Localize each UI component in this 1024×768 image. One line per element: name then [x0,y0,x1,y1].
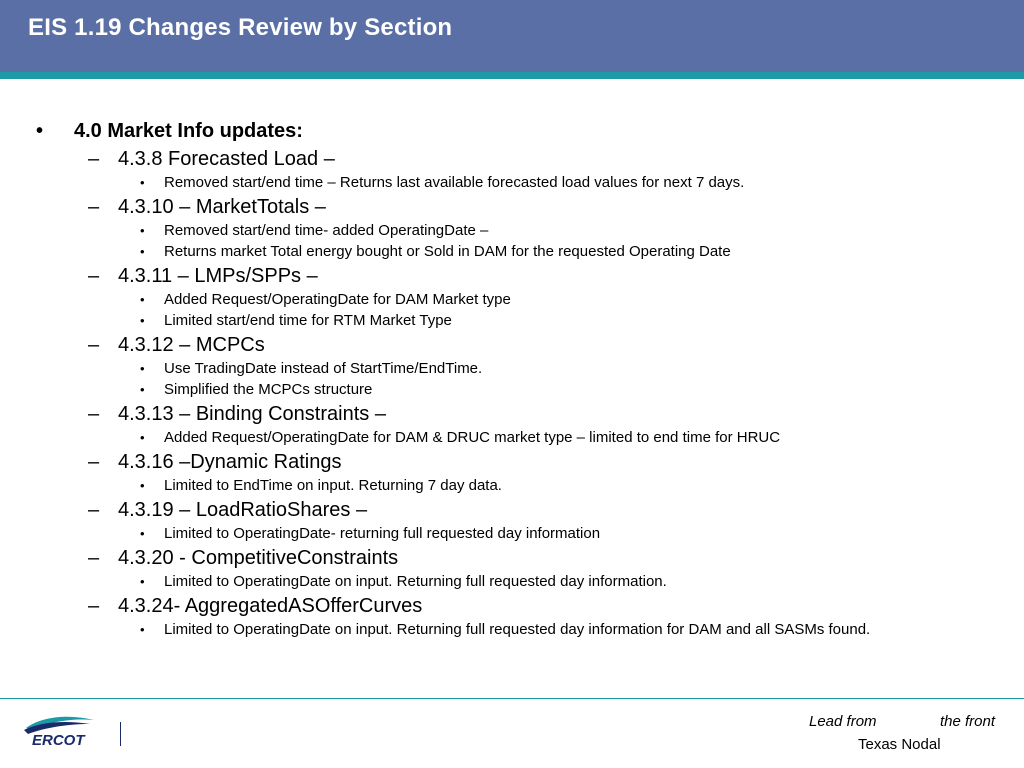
detail-text: Limited start/end time for RTM Market Type [164,312,452,329]
dash-marker: – [88,196,100,218]
bullet-icon: • [140,175,145,190]
tagline-right: the front [940,713,996,730]
footer-divider [0,698,1024,699]
section-item [0,401,1024,427]
bullet-icon: • [140,622,145,637]
bullet-icon: • [140,526,145,541]
detail-text: Added Request/OperatingDate for DAM & DRUC market type – limited to end time for HRUC [164,429,781,446]
dash-marker: – [88,148,100,170]
detail-item [0,379,1024,400]
section-item [0,449,1024,475]
section-label: 4.3.8 Forecasted Load – [118,148,335,170]
section-item [0,497,1024,523]
title-bar [0,0,1024,72]
dash-marker: – [88,265,100,287]
section-item [0,263,1024,289]
detail-item [0,475,1024,496]
section-item [0,194,1024,220]
detail-item [0,289,1024,310]
ercot-logo [20,714,100,750]
detail-text: Removed start/end time – Returns last available forecasted load values for next 7 days. [164,174,745,191]
bullet-icon: • [140,313,145,328]
detail-text: Simplified the MCPCs structure [164,381,373,398]
slide-body [0,117,1024,640]
logo-wordmark: ERCOT [32,732,85,749]
detail-item [0,523,1024,544]
section-item [0,146,1024,172]
detail-text: Limited to OperatingDate on input. Returning full requested day information for DAM and all SASMs found. [164,621,871,638]
detail-text: Use TradingDate instead of StartTime/EndTime. [164,360,483,377]
detail-text: Limited to OperatingDate on input. Returning full requested day information. [164,573,667,590]
detail-item [0,172,1024,193]
section-label: 4.3.24- AggregatedASOfferCurves [118,595,423,617]
bullet-icon: • [36,120,44,142]
detail-item [0,427,1024,448]
detail-item [0,310,1024,331]
dash-marker: – [88,595,100,617]
section-item [0,593,1024,619]
dash-marker: – [88,547,100,569]
main-bullet-text: 4.0 Market Info updates: [74,120,303,142]
section-item [0,545,1024,571]
bullet-icon: • [140,430,145,445]
bullet-icon: • [140,382,145,397]
dash-marker: – [88,403,100,425]
bullet-icon: • [140,292,145,307]
section-label: 4.3.20 - CompetitiveConstraints [118,547,399,569]
logo-separator [120,722,121,746]
tagline-left: Lead from [809,713,877,730]
detail-text: Removed start/end time- added OperatingDate – [164,222,489,239]
bullet-icon: • [140,478,145,493]
detail-item [0,358,1024,379]
detail-item [0,571,1024,592]
section-label: 4.3.12 – MCPCs [118,334,265,356]
detail-text: Added Request/OperatingDate for DAM Market type [164,291,511,308]
detail-item [0,241,1024,262]
section-label: 4.3.10 – MarketTotals – [118,196,326,218]
title-underline [0,72,1024,79]
bullet-icon: • [140,574,145,589]
main-bullet [0,117,1024,145]
section-label: 4.3.19 – LoadRatioShares – [118,499,368,521]
detail-item [0,619,1024,640]
dash-marker: – [88,334,100,356]
footer-subtitle: Texas Nodal [858,736,941,753]
bullet-icon: • [140,223,145,238]
bullet-icon: • [140,244,145,259]
section-label: 4.3.11 – LMPs/SPPs – [118,265,318,287]
slide-title: EIS 1.19 Changes Review by Section [28,14,453,41]
detail-item [0,220,1024,241]
section-label: 4.3.13 – Binding Constraints – [118,403,386,425]
detail-text: Returns market Total energy bought or Sold in DAM for the requested Operating Date [164,243,731,260]
section-label: 4.3.16 –Dynamic Ratings [118,451,342,473]
bullet-icon: • [140,361,145,376]
sub-bullet-list [0,146,1024,640]
dash-marker: – [88,499,100,521]
detail-text: Limited to OperatingDate- returning full requested day information [164,525,601,542]
detail-text: Limited to EndTime on input. Returning 7 day data. [164,477,502,494]
section-item [0,332,1024,358]
dash-marker: – [88,451,100,473]
